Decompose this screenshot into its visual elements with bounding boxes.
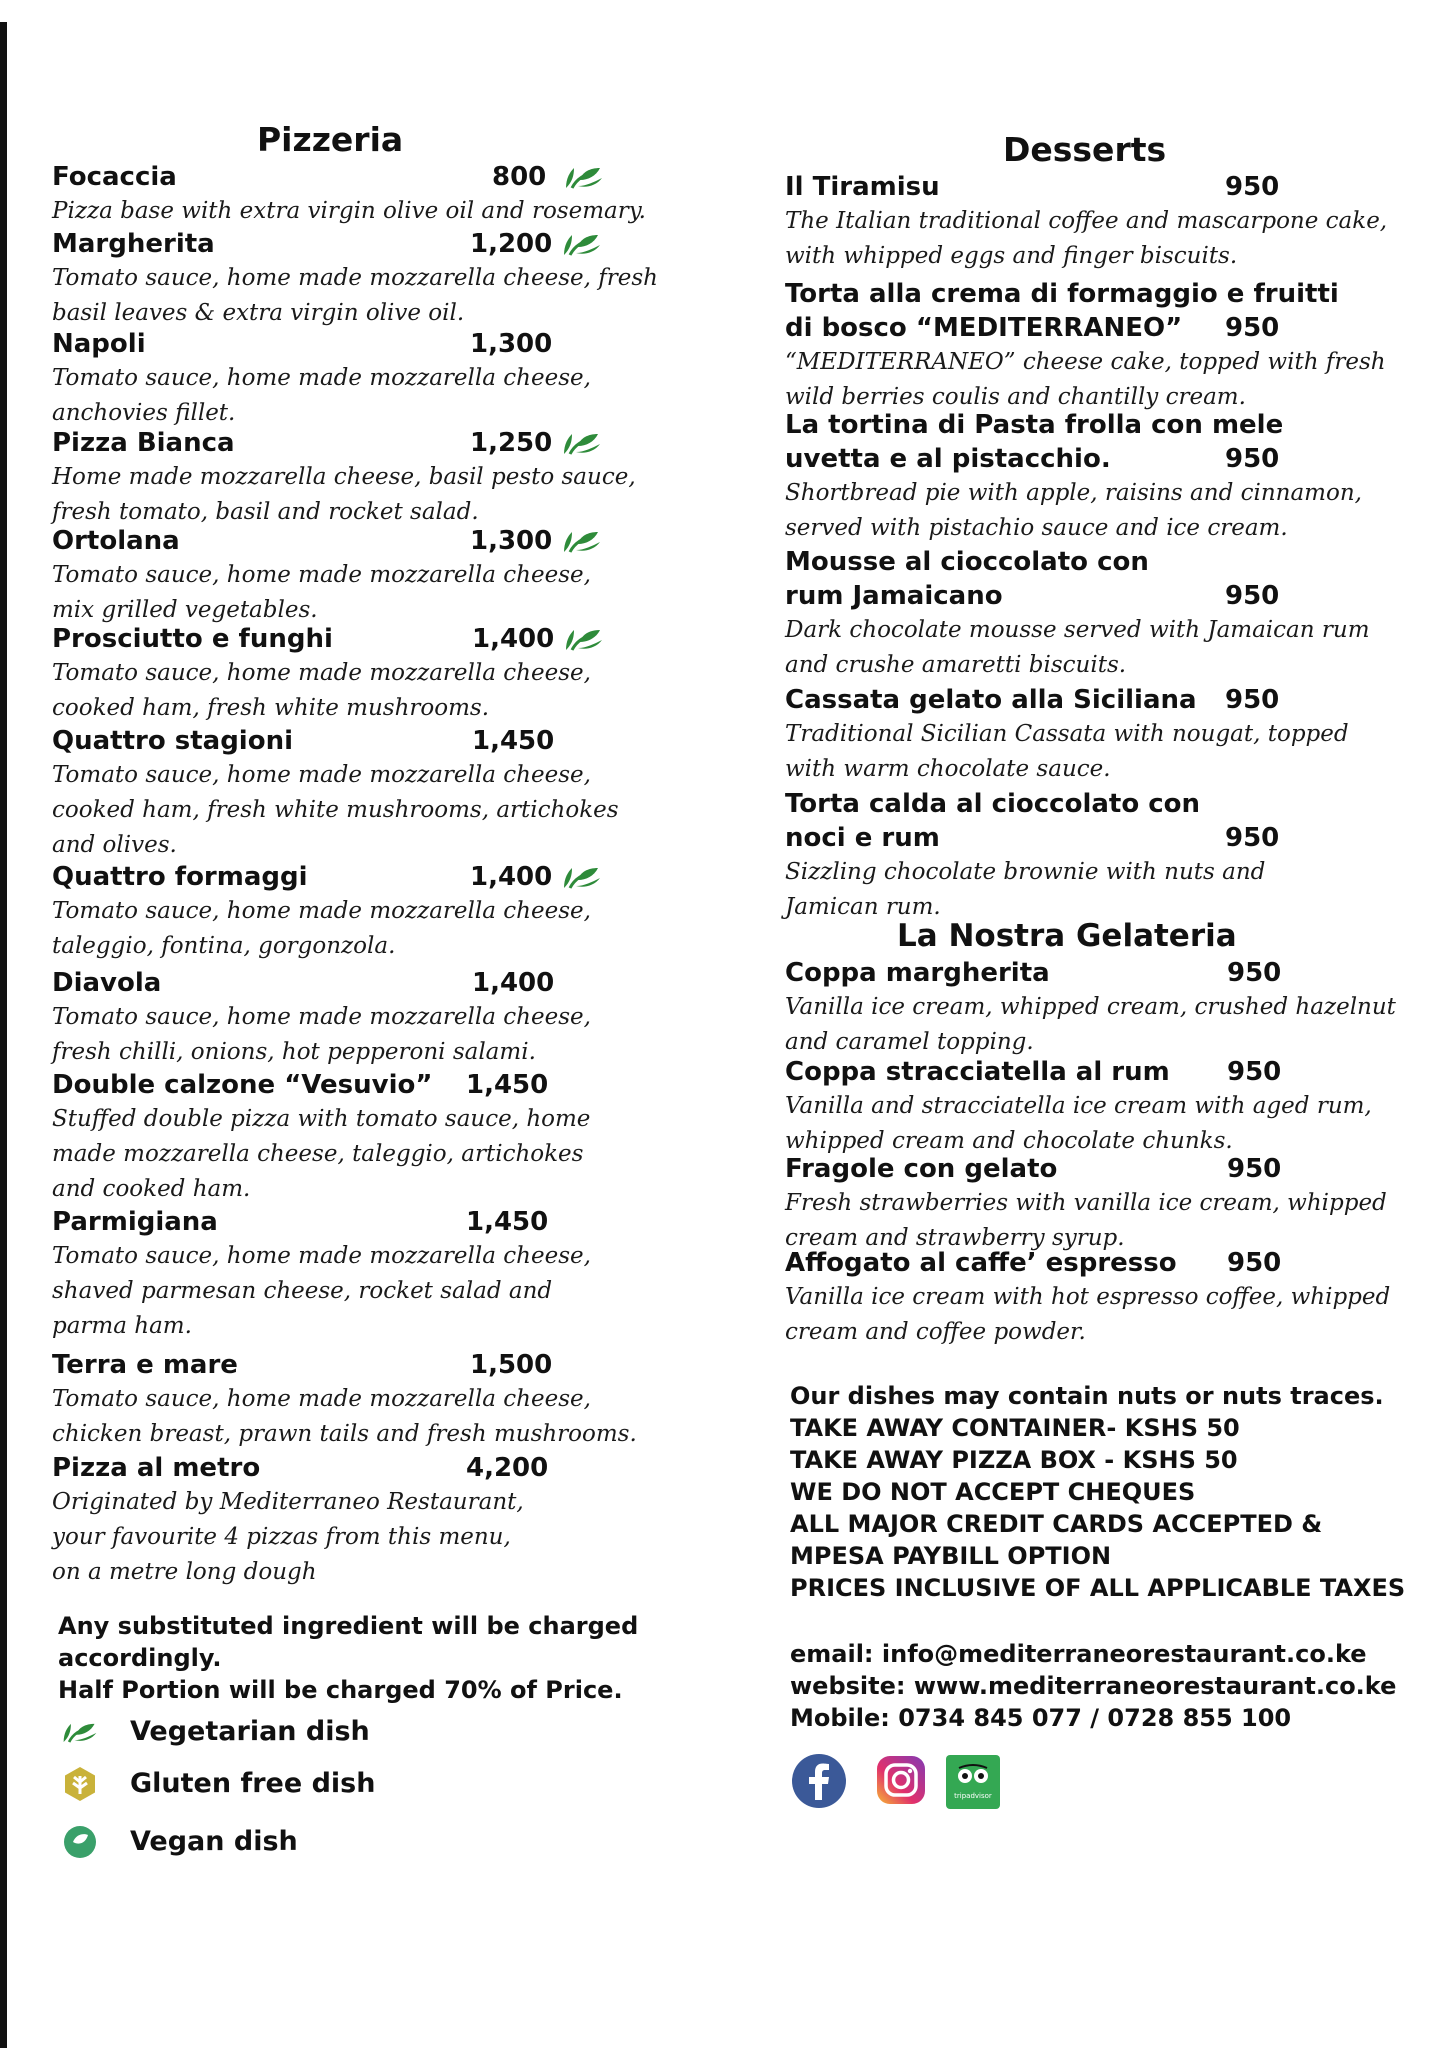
menu-item (52, 724, 652, 863)
item-name: di bosco “MEDITERRANEO” (785, 313, 1183, 343)
description-line: Fresh strawberries with vanilla ice cream, whipped (785, 1190, 1387, 1216)
item-price: 950 (1225, 444, 1280, 474)
description-line: “MEDITERRANEO” cheese cake, topped with fresh (785, 349, 1386, 375)
description-line: Tomato sauce, home made mozzarella cheese, (52, 1004, 591, 1030)
legend-label: Gluten free dish (130, 1768, 376, 1799)
menu-item (52, 1068, 652, 1207)
description-line: shaved parmesan cheese, rocket salad and (52, 1278, 553, 1304)
menu-item (785, 956, 1425, 1060)
vegetarian-leaf-icon (560, 428, 604, 458)
description-line: fresh tomato, basil and rocket salad. (52, 499, 479, 525)
instagram-icon[interactable] (875, 1754, 933, 1812)
description-line: anchovies fillet. (52, 400, 236, 426)
legend-label: Vegetarian dish (130, 1716, 370, 1747)
item-name: Ortolana (52, 526, 180, 556)
item-description (52, 1000, 652, 1070)
item-description (785, 1280, 1425, 1350)
item-description (785, 345, 1425, 415)
description-line: cooked ham, fresh white mushrooms. (52, 695, 490, 721)
gluten-free-icon (60, 1764, 100, 1804)
gelateria-title: La Nostra Gelateria (897, 918, 1237, 954)
description-line: chicken breast, prawn tails and fresh mushrooms. (52, 1421, 637, 1447)
description-line: mix grilled vegetables. (52, 597, 318, 623)
menu-item (52, 160, 652, 229)
item-description (52, 261, 658, 331)
item-name: Mousse al cioccolato con (785, 547, 1149, 577)
item-description (52, 558, 652, 628)
item-name: Double calzone “Vesuvio” (52, 1070, 433, 1100)
item-price: 950 (1227, 1154, 1282, 1184)
menu-item (785, 170, 1425, 274)
item-price: 1,450 (466, 1070, 549, 1100)
item-description (52, 758, 652, 863)
item-description (785, 476, 1425, 546)
description-line: Shortbread pie with apple, raisins and cinnamon, (785, 480, 1362, 506)
item-description (52, 1102, 652, 1207)
description-line: Pizza base with extra virgin olive oil and rosemary. (52, 198, 646, 224)
item-name: Pizza al metro (52, 1453, 261, 1483)
item-price: 1,400 (472, 968, 555, 998)
menu-item (52, 524, 652, 628)
item-price: 1,450 (466, 1207, 549, 1237)
description-line: taleggio, fontina, gorgonzola. (52, 933, 396, 959)
description-line: Tomato sauce, home made mozzarella cheese, (52, 365, 591, 391)
item-description (52, 361, 652, 431)
item-name: Pizza Bianca (52, 428, 235, 458)
item-name: Margherita (52, 229, 215, 259)
contact-website[interactable]: website: www.mediterraneorestaurant.co.ke (790, 1672, 1397, 1700)
item-name: Focaccia (52, 162, 177, 192)
item-price: 950 (1225, 581, 1280, 611)
vegetarian-leaf-icon (562, 162, 606, 192)
menu-item (785, 683, 1425, 787)
menu-item (52, 1205, 652, 1344)
item-description (785, 204, 1425, 274)
item-price: 800 (492, 162, 547, 192)
description-line: Tomato sauce, home made mozzarella cheese, (52, 898, 591, 924)
contact-mobile: Mobile: 0734 845 077 / 0728 855 100 (790, 1704, 1292, 1732)
item-name: Quattro stagioni (52, 726, 294, 756)
legend-label: Vegan dish (130, 1826, 298, 1857)
description-line: cooked ham, fresh white mushrooms, artichokes (52, 797, 619, 823)
item-price: 950 (1225, 823, 1280, 853)
policy-line: TAKE AWAY PIZZA BOX - KSHS 50 (790, 1446, 1238, 1474)
menu-item (785, 1246, 1425, 1350)
contact-email[interactable]: email: info@mediterraneorestaurant.co.ke (790, 1640, 1367, 1668)
menu-item (785, 787, 1425, 925)
item-price: 1,200 (470, 229, 553, 259)
vegetarian-leaf-icon (562, 624, 606, 654)
item-name: noci e rum (785, 823, 940, 853)
pricing-note: Any substituted ingredient will be charged (58, 1612, 639, 1640)
description-line: Tomato sauce, home made mozzarella cheese, (52, 1386, 591, 1412)
description-line: Sizzling chocolate brownie with nuts and (785, 859, 1266, 885)
item-name: Il Tiramisu (785, 172, 940, 202)
item-price: 1,500 (470, 1350, 553, 1380)
vegetarian-leaf-icon (60, 1712, 100, 1752)
menu-item (52, 966, 652, 1070)
description-line: wild berries coulis and chantilly cream. (785, 384, 1246, 410)
description-line: with warm chocolate sauce. (785, 756, 1111, 782)
pricing-note: Half Portion will be charged 70% of Price. (58, 1676, 623, 1704)
item-name: La tortina di Pasta frolla con mele (785, 410, 1284, 440)
item-price: 950 (1227, 958, 1282, 988)
description-line: Tomato sauce, home made mozzarella cheese, (52, 1243, 591, 1269)
item-name: Coppa stracciatella al rum (785, 1057, 1170, 1087)
desserts-title: Desserts (1003, 130, 1167, 169)
item-name: Terra e mare (52, 1350, 238, 1380)
menu-item (52, 860, 652, 964)
description-line: Tomato sauce, home made mozzarella cheese, (52, 562, 591, 588)
item-description (785, 613, 1425, 683)
menu-item (785, 277, 1425, 415)
description-line: and crushe amaretti biscuits. (785, 652, 1127, 678)
description-line: made mozzarella cheese, taleggio, artichokes (52, 1141, 584, 1167)
description-line: Tomato sauce, home made mozzarella cheese, (52, 762, 591, 788)
item-description (52, 656, 652, 726)
policy-line: ALL MAJOR CREDIT CARDS ACCEPTED & (790, 1510, 1323, 1538)
item-price: 1,450 (472, 726, 555, 756)
item-name: Fragole con gelato (785, 1154, 1058, 1184)
menu-item (52, 622, 652, 726)
description-line: Vanilla and stracciatella ice cream with aged rum, (785, 1093, 1372, 1119)
item-name: Cassata gelato alla Siciliana (785, 685, 1197, 715)
description-line: parma ham. (52, 1313, 192, 1339)
description-line: Tomato sauce, home made mozzarella cheese, fresh (52, 265, 658, 291)
item-name: Torta alla crema di formaggio e fruitti (785, 279, 1339, 309)
description-line: with whipped eggs and finger biscuits. (785, 243, 1238, 269)
description-line: Traditional Sicilian Cassata with nougat, topped (785, 721, 1349, 747)
menu-item (785, 1055, 1425, 1159)
item-description (52, 460, 652, 530)
item-description (785, 717, 1425, 787)
item-name: Prosciutto e funghi (52, 624, 333, 654)
facebook-icon[interactable] (790, 1752, 848, 1810)
policy-line: Our dishes may contain nuts or nuts traces. (790, 1382, 1384, 1410)
vegetarian-leaf-icon (560, 229, 604, 259)
description-line: fresh chilli, onions, hot pepperoni salami. (52, 1039, 536, 1065)
description-line: cream and strawberry syrup. (785, 1225, 1125, 1251)
item-description (785, 855, 1425, 925)
item-price: 1,400 (470, 862, 553, 892)
description-line: cream and coffee powder. (785, 1319, 1086, 1345)
description-line: Stuffed double pizza with tomato sauce, home (52, 1106, 591, 1132)
description-line: your favourite 4 pizzas from this menu, (52, 1524, 511, 1550)
menu-item (52, 327, 652, 431)
item-name: Coppa margherita (785, 958, 1050, 988)
item-price: 1,300 (470, 526, 553, 556)
item-description (52, 1382, 652, 1452)
policy-line: WE DO NOT ACCEPT CHEQUES (790, 1478, 1196, 1506)
left-border (0, 22, 7, 2048)
item-name: rum Jamaicano (785, 581, 1003, 611)
policy-line: TAKE AWAY CONTAINER- KSHS 50 (790, 1414, 1240, 1442)
vegetarian-leaf-icon (560, 526, 604, 556)
menu-item (785, 408, 1425, 546)
item-description (785, 990, 1425, 1060)
item-description (785, 1089, 1425, 1159)
description-line: The Italian traditional coffee and mascarpone cake, (785, 208, 1388, 234)
description-line: Jamican rum. (785, 894, 941, 920)
item-price: 950 (1227, 1248, 1282, 1278)
item-price: 1,300 (470, 329, 553, 359)
item-name: Quattro formaggi (52, 862, 308, 892)
item-price: 950 (1225, 685, 1280, 715)
item-price: 1,400 (472, 624, 555, 654)
item-price: 4,200 (466, 1453, 549, 1483)
menu-item (52, 426, 652, 530)
item-name: Parmigiana (52, 1207, 218, 1237)
item-description (52, 1485, 652, 1590)
description-line: Home made mozzarella cheese, basil pesto sauce, (52, 464, 636, 490)
description-line: and cooked ham. (52, 1176, 251, 1202)
item-name: Napoli (52, 329, 146, 359)
item-description (52, 194, 652, 229)
policy-line: PRICES INCLUSIVE OF ALL APPLICABLE TAXES (790, 1574, 1406, 1602)
item-name: Diavola (52, 968, 162, 998)
description-line: and olives. (52, 832, 177, 858)
item-name: Torta calda al cioccolato con (785, 789, 1201, 819)
item-price: 950 (1227, 1057, 1282, 1087)
item-price: 950 (1225, 172, 1280, 202)
menu-item (785, 545, 1425, 683)
description-line: Vanilla ice cream, whipped cream, crushed hazelnut (785, 994, 1396, 1020)
vegetarian-leaf-icon (560, 862, 604, 892)
description-line: basil leaves & extra virgin olive oil. (52, 300, 465, 326)
menu-item (785, 1152, 1425, 1256)
description-line: Vanilla ice cream with hot espresso coffee, whipped (785, 1284, 1391, 1310)
vegan-icon (60, 1822, 100, 1862)
item-price: 1,250 (470, 428, 553, 458)
tripadvisor-icon[interactable] (945, 1754, 1003, 1812)
menu-item (52, 1451, 652, 1590)
item-price: 950 (1225, 313, 1280, 343)
description-line: Originated by Mediterraneo Restaurant, (52, 1489, 524, 1515)
description-line: and caramel topping. (785, 1029, 1034, 1055)
item-name: Affogato al caffe’ espresso (785, 1248, 1177, 1278)
description-line: Tomato sauce, home made mozzarella cheese, (52, 660, 591, 686)
description-line: on a metre long dough (52, 1559, 317, 1585)
menu-item (52, 1348, 652, 1452)
description-line: whipped cream and chocolate chunks. (785, 1128, 1233, 1154)
policy-line: MPESA PAYBILL OPTION (790, 1542, 1112, 1570)
item-name: uvetta e al pistacchio. (785, 444, 1111, 474)
pizzeria-title: Pizzeria (257, 120, 404, 159)
description-line: Dark chocolate mousse served with Jamaican rum (785, 617, 1370, 643)
description-line: served with pistachio sauce and ice cream. (785, 515, 1288, 541)
menu-item (52, 227, 658, 331)
item-description (52, 1239, 652, 1344)
pricing-note: accordingly. (58, 1644, 222, 1672)
tripadvisor-label: tripadvisor (954, 1792, 992, 1800)
item-description (52, 894, 652, 964)
